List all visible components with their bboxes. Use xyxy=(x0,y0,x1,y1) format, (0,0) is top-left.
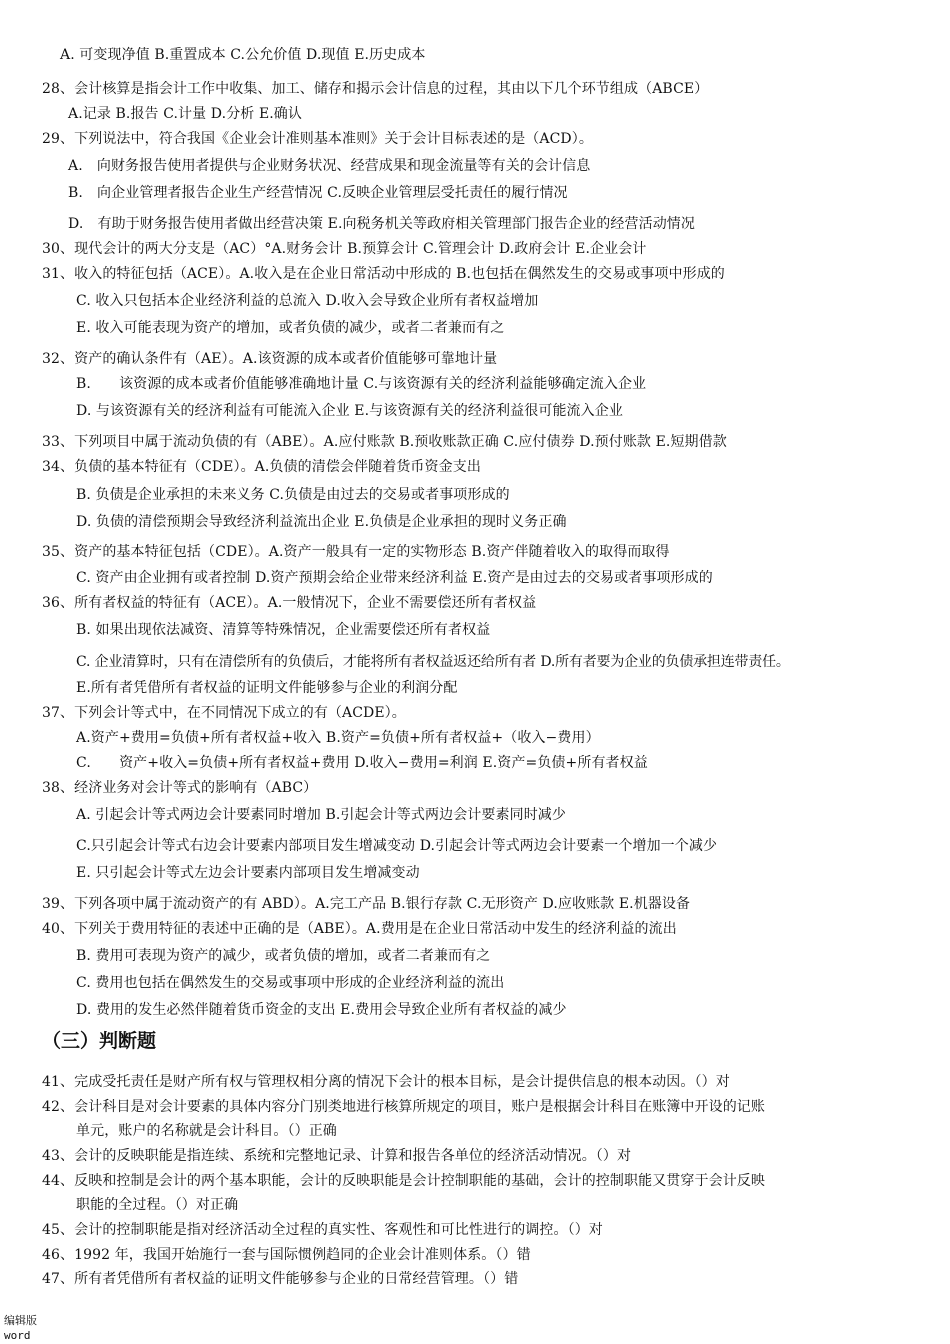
question-30: 30、现代会计的两大分支是（AC）°A.财务会计 B.预算会计 C.管理会计 D.政府会计 E.企业会计 xyxy=(42,241,647,257)
option-29-d: D. 有助于财务报告使用者做出经营决策 E.向税务机关等政府相关管理部门报告企业的经营活动情况 xyxy=(68,216,695,232)
option-38-a: A. 引起会计等式两边会计要素同时增加 B.引起会计等式两边会计要素同时减少 xyxy=(76,807,566,823)
option-31-e: E. 收入可能表现为资产的增加，或者负债的减少，或者二者兼而有之 xyxy=(76,320,505,336)
question-36: 36、所有者权益的特征有（ACE）。A.一般情况下，企业不需要偿还所有者权益 xyxy=(42,595,537,611)
option-37-c: C. 资产+收入=负债+所有者权益+费用 D.收入−费用=利润 E.资产=负债+所有者权益 xyxy=(76,755,648,771)
footer-label: 编辑版 xyxy=(4,1314,37,1327)
judgment-45: 45、会计的控制职能是指对经济活动全过程的真实性、客观性和可比性进行的调控。（）对 xyxy=(42,1222,603,1238)
judgment-42: 42、会计科目是对会计要素的具体内容分门别类地进行核算所规定的项目，账户是根据会计科目在账簿中开设的记账 xyxy=(42,1099,766,1115)
option-37-a: A.资产+费用=负债+所有者权益+收入 B.资产=负债+所有者权益+（收入−费用） xyxy=(76,730,600,746)
judgment-42-cont: 单元，账户的名称就是会计科目。（）正确 xyxy=(76,1123,337,1139)
option-38-e: E. 只引起会计等式左边会计要素内部项目发生增减变动 xyxy=(76,865,420,881)
option-31-c: C. 收入只包括本企业经济利益的总流入 D.收入会导致企业所有者权益增加 xyxy=(76,293,539,309)
judgment-41: 41、完成受托责任是财产所有权与管理权相分离的情况下会计的根本目标，是会计提供信息的根本动因。（）对 xyxy=(42,1074,730,1090)
question-37: 37、下列会计等式中，在不同情况下成立的有（ACDE）。 xyxy=(42,705,406,721)
question-28: 28、会计核算是指会计工作中收集、加工、储存和揭示会计信息的过程，其由以下几个环节组成（ABCE） xyxy=(42,81,709,97)
option-38-c: C.只引起会计等式右边会计要素内部项目发生增减变动 D.引起会计等式两边会计要素一个增加一个减少 xyxy=(76,838,718,854)
option-36-b: B. 如果出现依法减资、清算等特殊情况，企业需要偿还所有者权益 xyxy=(76,622,491,638)
judgment-44-cont: 职能的全过程。（）对正确 xyxy=(76,1197,239,1213)
question-29: 29、下列说法中，符合我国《企业会计准则基本准则》关于会计目标表述的是（ACD）。 xyxy=(42,131,593,147)
option-29-a: A. 向财务报告使用者提供与企业财务状况、经营成果和现金流量等有关的会计信息 xyxy=(68,158,591,174)
footer-word: word xyxy=(4,1329,31,1342)
question-39: 39、下列各项中属于流动资产的有 ABD）。A.完工产品 B.银行存款 C.无形资产 D.应收账款 E.机器设备 xyxy=(42,896,691,912)
judgment-43: 43、会计的反映职能是指连续、系统和完整地记录、计算和报告各单位的经济活动情况。（）对 xyxy=(42,1148,632,1164)
options-28: A.记录 B.报告 C.计量 D.分析 E.确认 xyxy=(68,106,303,122)
judgment-47: 47、所有者凭借所有者权益的证明文件能够参与企业的日常经营管理。（）错 xyxy=(42,1271,519,1287)
option-36-c: C. 企业清算时，只有在清偿所有的负债后，才能将所有者权益返还给所有者 D.所有者要为企业的负债承担连带责任。 xyxy=(76,654,790,670)
option-line-27: A. 可变现净值 B.重置成本 C.公允价值 D.现值 E.历史成本 xyxy=(60,47,426,63)
option-35-c: C. 资产由企业拥有或者控制 D.资产预期会给企业带来经济利益 E.资产是由过去的交易或者事项形成的 xyxy=(76,570,713,586)
question-33: 33、下列项目中属于流动负债的有（ABE）。A.应付账款 B.预收账款正确 C.应付债券 D.预付账款 E.短期借款 xyxy=(42,434,727,450)
question-35: 35、资产的基本特征包括（CDE）。A.资产一般具有一定的实物形态 B.资产伴随着收入的取得而取得 xyxy=(42,544,670,560)
question-38: 38、经济业务对会计等式的影响有（ABC） xyxy=(42,780,318,796)
question-32: 32、资产的确认条件有（AE）。A.该资源的成本或者价值能够可靠地计量 xyxy=(42,351,498,367)
section-heading-judgment: （三）判断题 xyxy=(42,1030,157,1052)
question-34: 34、负债的基本特征有（CDE）。A.负债的清偿会伴随着货币资金支出 xyxy=(42,459,481,475)
option-32-b: B. 该资源的成本或者价值能够准确地计量 C.与该资源有关的经济利益能够确定流入企业 xyxy=(76,376,647,392)
option-40-d: D. 费用的发生必然伴随着货币资金的支出 E.费用会导致企业所有者权益的减少 xyxy=(76,1002,567,1018)
option-34-d: D. 负债的清偿预期会导致经济利益流出企业 E.负债是企业承担的现时义务正确 xyxy=(76,514,567,530)
judgment-46: 46、1992 年，我国开始施行一套与国际惯例趋同的企业会计准则体系。（）错 xyxy=(42,1247,531,1263)
judgment-44: 44、反映和控制是会计的两个基本职能，会计的反映职能是会计控制职能的基础，会计的控制职能又贯穿于会计反映 xyxy=(42,1173,766,1189)
option-36-e: E.所有者凭借所有者权益的证明文件能够参与企业的利润分配 xyxy=(76,680,458,696)
option-32-d: D. 与该资源有关的经济利益有可能流入企业 E.与该资源有关的经济利益很可能流入企业 xyxy=(76,403,623,419)
option-40-c: C. 费用也包括在偶然发生的交易或事项中形成的企业经济利益的流出 xyxy=(76,975,505,991)
option-40-b: B. 费用可表现为资产的减少，或者负债的增加，或者二者兼而有之 xyxy=(76,948,491,964)
option-29-b: B. 向企业管理者报告企业生产经营情况 C.反映企业管理层受托责任的履行情况 xyxy=(68,185,568,201)
option-34-b: B. 负债是企业承担的未来义务 C.负债是由过去的交易或者事项形成的 xyxy=(76,487,510,503)
question-40: 40、下列关于费用特征的表述中正确的是（ABE）。A.费用是在企业日常活动中发生的经济利益的流出 xyxy=(42,921,677,937)
question-31: 31、收入的特征包括（ACE）。A.收入是在企业日常活动中形成的 B.也包括在偶然发生的交易或事项中形成的 xyxy=(42,266,725,282)
